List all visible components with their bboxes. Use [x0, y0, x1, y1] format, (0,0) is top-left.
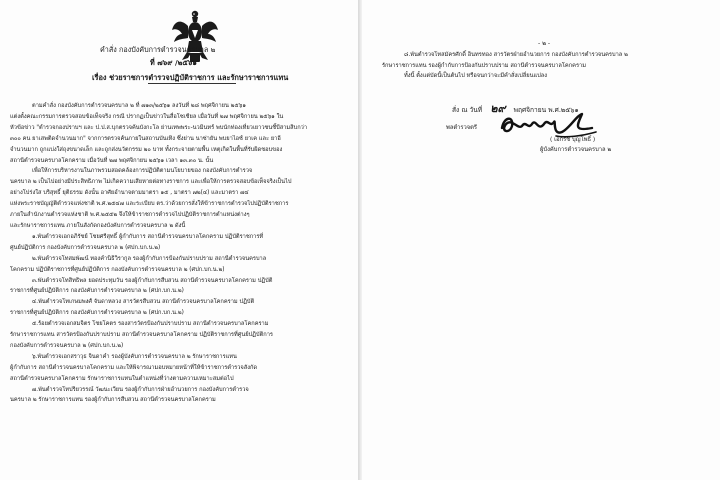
order-body-line: ๗.พันตำรวจโทปริยวรรณ์ วัฒนะเวียน รองผู้กำกับการฝ่ายอำนวยการ กองบังคับการตำรวจ: [32, 386, 249, 393]
continuation-body-line: ๘.พันตำรวจโทสมัครศักดิ์ อินทรทอง สารวัตรฝ่ายอำนวยการ กองบังคับการตำรวจนครบาล ๒: [404, 52, 628, 58]
order-body-line: อย่างโปร่งใส บริสุทธิ์ ยุติธรรม ดังนั้น อาศัยอำนาจตามมาตรา ๑๕ , มาตรา ๗๒(๔) และมาตรา ๗๔: [10, 190, 249, 197]
order-body-line: ศูนย์ปฏิบัติการ กองบังคับการตำรวจนครบาล ๒ (ศปก.บก.น.๒): [10, 244, 161, 251]
order-subject: เรื่อง ช่วยราชการตำรวจปฏิบัติราชการ และรักษาราชการแทน: [92, 73, 289, 82]
right-page: [362, 0, 720, 480]
date-suffix: พฤศจิกายน พ.ศ.๒๕๖๑: [513, 106, 579, 114]
signer-rank: พลตำรวจตรี: [446, 125, 478, 131]
order-heading: คำสั่ง กองบังคับการตำรวจนครบาล ๒: [100, 45, 216, 54]
order-body-line: สถานีตำรวจนครบาลโคกคราม เมื่อวันที่ ๒๗ พฤศจิกายน ๒๕๖๑ เวลา ๑๓.๓๐ น. นั้น: [10, 157, 214, 164]
continuation-body-line: ทั้งนี้ ตั้งแต่บัดนี้เป็นต้นไป หรือจนกว่าจะมีคำสั่งเปลี่ยนแปลง: [404, 73, 547, 79]
order-number: ที่ ๗๖๙ /๒๕๖๑: [150, 58, 197, 67]
order-body-line: นครบาล ๒ เป็นไปอย่างมีประสิทธิภาพ ไม่เกิดความเสียหายต่อทางราชการ และเพื่อให้การตรวจสอบข้อเท็จจริงเป็นไป: [10, 179, 292, 186]
order-body: [10, 101, 346, 406]
order-body-line: ราชการที่ศูนย์ปฏิบัติการ กองบังคับการตำรวจนครบาล ๒ (ศปก.บก.น.๒): [10, 288, 184, 295]
order-body-line: ผู้กำกับการ สถานีตำรวจนครบาลโคกคราม และให้พิจารณามอบหมายหน้าที่ให้ข้าราชการตำรวจสังกัด: [10, 364, 258, 371]
signer-title: ผู้บังคับการตำรวจนครบาล ๒: [540, 147, 612, 153]
order-body-line: หัวข้อข่าว "ตำรวจกองปราบฯ และ ป.ป.ส.บุกตรวจค้นบังกะโล ย่านเทพพระ-นวมินทร์ พบนักท่องเที่ยวเยาวชนชี้บีสามสิบกว่า: [10, 124, 308, 131]
order-body-line: ๕.ร้อยตำรวจเอกสมจิตร โชยโคตร รองสารวัตรป้องกันปราบปราม สถานีตำรวจนครบาลโคกคราม: [32, 321, 269, 328]
left-page: [0, 0, 358, 480]
order-body-line: ๓.พันตำรวจโทสิทธิพล ยอดประทุมวัน รองผู้กำกับการสืบสวน สถานีตำรวจนครบาลโคกคราม ปฏิบัติ: [32, 277, 273, 284]
order-body-line: ๔.พันตำรวจโทเกษมพงศ์ จันดาหลวง สารวัตรสืบสวน สถานีตำรวจนครบาลโคกคราม ปฏิบัติ: [32, 299, 255, 306]
order-body-line: นครบาล ๒ รักษาราชการแทน รองผู้กำกับการสืบสวน สถานีตำรวจนครบาลโคกคราม: [10, 397, 216, 404]
order-body-line: และรักษาราชการแทน ภายในสังกัดกองบังคับการตำรวจนครบาล ๒ ดังนี้: [10, 222, 186, 229]
order-body-line: ๑.พันตำรวจเอกอภิรัชย์ โชยศรีสุทธิ์ ผู้กำกับการ สถานีตำรวจนครบาลโคกคราม ปฏิบัติราชการที่: [32, 233, 264, 240]
order-body-line: แห่งพระราชบัญญัติตำรวจแห่งชาติ พ.ศ.๒๕๔๗ และระเบียบ ตร.ว่าด้วยการสั่งให้ข้าราชการตำรวจไปปฏิบัติราชการ: [10, 201, 289, 208]
continuation-body-line: รักษาราชการแทน รองผู้กำกับการป้องกันปราบปราม สถานีตำรวจนครบาลโคกคราม: [382, 62, 586, 69]
continuation-body: [382, 50, 712, 82]
order-body-line: สถานีตำรวจนครบาลโคกคราม รักษาราชการแทนในตำแหน่งที่ว่างตามความเหมาะสมต่อไป: [10, 375, 234, 382]
order-body-line: รักษาราชการแทน สารวัตรป้องกันปราบปราม สถานีตำรวจนครบาลโคกคราม ปฏิบัติราชการที่ศูนย์ปฏิบัติการ: [10, 332, 273, 339]
order-body-line: ๖.พันตำรวจเอกสราวุธ จินดาคำ รองผู้บังคับการตำรวจนครบาล ๒ รักษาราชการแทน: [32, 353, 237, 360]
date-prefix: สั่ง ณ วันที่: [452, 106, 483, 114]
signer-name: ( เอกรัช บุญโพธิ์ ): [550, 137, 596, 143]
order-body-line: กองบังคับการตำรวจนครบาล ๒ (ศปก.บก.น.๒): [10, 342, 124, 349]
order-body-line: ๓๐๐ คน ยาเสพติดจำนวนมาก" จากการตรวจค้นภายในสถานบันเทิง ซึ่งย่าน นาซ่ายัน พบยาไอซ์ ยาเค และ ยาอี: [10, 135, 281, 142]
order-body-line: ตามคำสั่ง กองบังคับการตำรวจนครบาล ๒ ที่ ๗๑๓/๒๕๖๑ ลงวันที่ ๒๘ พฤศจิกายน ๒๕๖๑: [32, 103, 246, 109]
order-body-line: จำนวนมาก ถูกแบ่งใส่ถุงขนาดเล็ก และถูกส่งนวัตกรรม ๒๐ บาท ทั้งกระจายตามพื้น เหตุเกิดในพื้นที่รับผิดชอบของ: [10, 146, 283, 153]
order-body-line: แต่งตั้งคณะกรรมการตรวจสอบข้อเท็จจริง กรณี ปรากฏเป็นข่าวในสื่อโซเชียล เมื่อวันที่ ๒๗ พฤศจิกายน ๒๕๖๑ ใน: [10, 113, 284, 120]
date-day: ๒๙: [490, 102, 506, 115]
page-number: - ๒ -: [538, 40, 551, 47]
order-body-line: เพื่อให้การบริหารงานในภาพรวมสอดคล้องการปฏิบัติตามนโยบายของ กองบังคับการตำรวจ: [32, 168, 253, 175]
subject-divider: [148, 83, 236, 84]
order-body-line: โคกคราม ปฏิบัติราชการที่ศูนย์ปฏิบัติการ กองบังคับการตำรวจนครบาล ๒ (ศปก.บก.น.๒): [10, 266, 225, 273]
order-body-line: ภายในสำนักงานตำรวจแห่งชาติ พ.ศ.๒๕๕๒ จึงให้ข้าราชการตำรวจไปปฏิบัติราชการตำแหน่งต่างๆ: [10, 212, 250, 219]
order-body-line: ราชการที่ศูนย์ปฏิบัติการ กองบังคับการตำรวจนครบาล ๒ (ศปก.บก.น.๒): [10, 310, 184, 317]
order-body-line: ๒.พันตำรวจโทสมพัฒน์ ทองคำนิธิวิรากูล รองผู้กำกับการป้องกันปราบปราม สถานีตำรวจนครบาล: [32, 255, 267, 262]
